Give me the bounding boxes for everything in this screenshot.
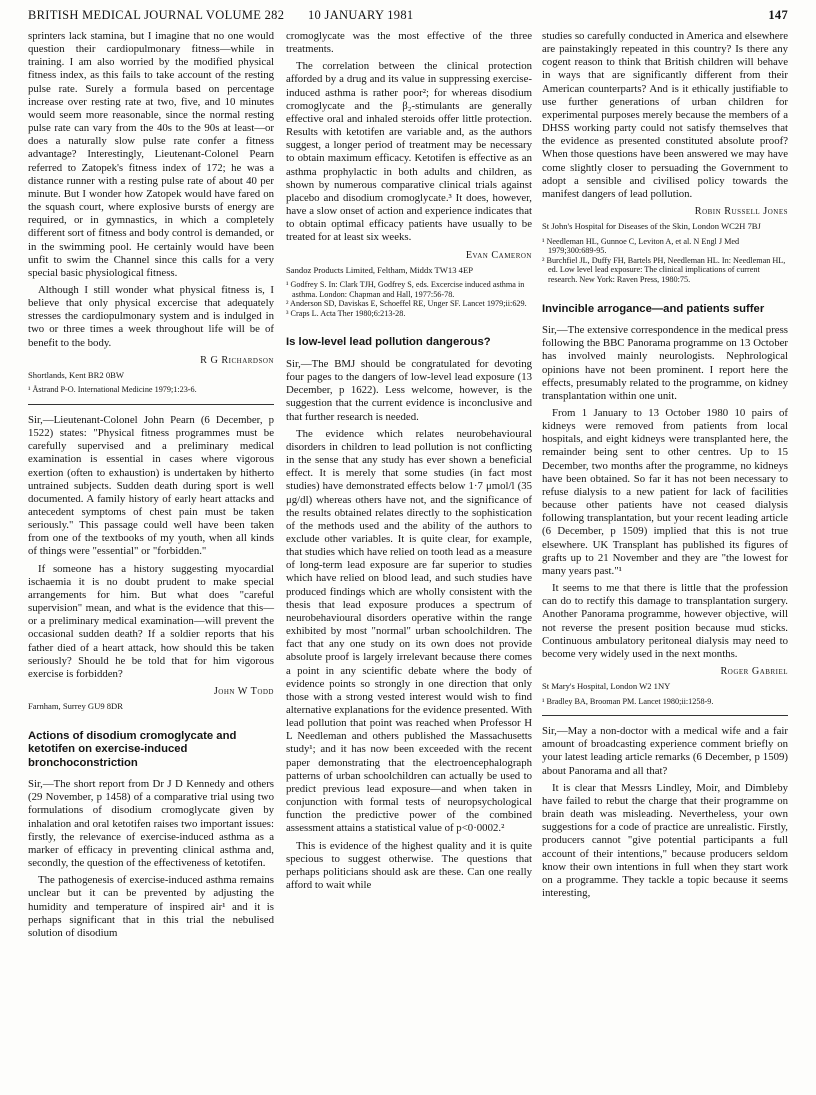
letter-heading: Is low-level lead pollution dangerous? (286, 336, 491, 349)
column-2 (286, 30, 532, 896)
author-address: St John's Hospital for Diseases of the Skin, London WC2H 7BJ (542, 221, 761, 232)
author-signature: John W Todd (213, 686, 274, 698)
letter-heading: Actions of disodium cromoglycate and ketotifen on exercise-induced bronchoconstriction (28, 729, 237, 769)
paragraph: It seems to me that there is little that the profession can do to rectify this damage to transplantation surgery. Another Panorama programme, however objective, will not reverse the present position because mud sticks. Continuous ambulatory peritoneal dialysis may need to become very widely used in the next months. (542, 582, 788, 660)
reference: ³ Craps L. Acta Ther 1980;6:213-28. (286, 308, 406, 318)
running-header (28, 8, 788, 28)
paragraph: Sir,—The short report from Dr J D Kennedy and others (29 November, p 1458) of a comparative trial using two formulations of disodium cromoglycate given by inhalation and oral ketotifen raises two important issues: firstly, the relevance of exercise-induced asthma as a marker of efficacy in preventing clinical asthma and, secondly, the question of the effectiveness of ketotifen. (28, 778, 274, 870)
paragraph: The pathogenesis of exercise-induced asthma remains unclear but it can be prevented by adjusting the humidity and temperature of inspired air¹ and it is perhaps significant that in this trial the nebulised solution of disodium (28, 874, 274, 939)
letter-heading: Invincible arrogance—and patients suffer (542, 302, 765, 315)
paragraph: cromoglycate was the most effective of the three treatments. (286, 30, 532, 56)
divider (542, 715, 788, 716)
reference: ² Anderson SD, Daviskas E, Schoeffel RE, Unger SF. Lancet 1979;ii:629. (286, 299, 527, 309)
paragraph: Although I still wonder what physical fitness is, I believe that only physical excercise that adequately stresses the cardiopulmonary system and is indulged in two or three times a week throughout life will be of benefit to the body. (28, 283, 274, 349)
column-1 (28, 30, 274, 944)
paragraph: studies so carefully conducted in America and elsewhere are painstakingly repeated in this country? Is there any cogent reason to think that British children will behave in ways that are significantly different from their American counterparts? And is it ethically justifiable to use further generations of urban children for experimental purposes merely because the members of a DHSS working party could not satisfy themselves that the evidence as presented constituted absolute proof? When those questions have been answered we may have come slightly closer to persuading the Government to adopt a sensible and civilised policy towards the manifest dangers of lead pollution. (542, 30, 788, 200)
paragraph: Sir,—May a non-doctor with a medical wife and a fair amount of broadcasting experience comment briefly on your latest leading article remarks (6 December, p 1509) about Panorama and all that? (542, 725, 788, 777)
column-3 (542, 30, 788, 904)
author-signature: Evan Cameron (465, 249, 532, 261)
author-signature: R G Richardson (200, 354, 274, 366)
reference-list (286, 280, 532, 318)
paragraph: The evidence which relates neurobehavioural disorders in children to lead pollution is not conflicting in the sense that any study has ever shown a beneficial effect. It is merely that some studies (in fact most studies) have demonstrated effects below 1·7 μmol/l (35 μg/dl) whereas others have not, and the significance of the results obtained relates directly to the sophistication of the methods used and the ability of the authors to exclude other variables. It is quite clear, for example, that studies which have relied on tooth lead as a measure of long-term lead exposure are far superior to studies which have relied on blood lead, and such studies have produced findings which are wholly consistent with the thesis that lead exposure produces a spectrum of neurobehavioural disorders operative within the range exhibited by most "normal" urban schoolchildren. The fact that any one study on its own does not provide absolute proof is largely irrelevant because there comes a point in any scientific debate where the body of evidence points so strongly in one direction that only those with a strong vested interest would wish to find alternative explanations for the evidence presented. With lead pollution that point was reached when Professor H L Needleman and others published the Massachusetts study¹; and it has now been exceeded with the recent paper demonstrating that the electroencephalograph patterns of urban schoolchildren can actually be used to predict previous lead exposure—and when taken in conjunction with formal tests of neuropsychological function the predictive power of the combined assessment attains a statistical value of p<0·0002.² (286, 427, 532, 835)
paragraph: sprinters lack stamina, but I imagine that no one would question their cardiopulmonary fitness—while in training. I am also worried by the modified physical fitness index, as this fails to take account of the resting pulse rate. Surely a formula based on percentage increase over resting rate at two, five, and 10 minutes would seem more reasonable, since the normal resting pulse rate can vary from the 40s to the 90s at least—or does a naturally slow pulse rate confer a fitness advantage? Interestingly, Lieutenant-Colonel Pearn referred to Zatopek's fitness index of 172; he was a distance runner with a resting pulse rate of about 40 per minute. But I wonder how Zatopek would have fared on the squash court, where explosive bursts of energy are required, or in gymnastics, in which a completely different sort of fitness and body control is demanded, or in the swimming pool. He certainly would have been unfit to swim the Channel since this calls for a very special basic physiological fitness. (28, 30, 274, 279)
divider (28, 404, 274, 405)
author-signature: Robin Russell Jones (694, 206, 788, 218)
paragraph: Sir,—The BMJ should be congratulated for devoting four pages to the dangers of low-level lead exposure (13 December, p 1622). Less welcome, however, is the suggestion that the current evidence is inconclusive and that further research is needed. (286, 357, 532, 423)
reference-list (28, 385, 274, 395)
reference-list (542, 697, 788, 707)
author-address: Farnham, Surrey GU9 8DR (28, 701, 123, 712)
paragraph: It is clear that Messrs Lindley, Moir, and Dimbleby have failed to rebut the charge that their programme on brain death was misleading. Nevertheless, your own suggestions for a code of practice are unrealistic. Firstly, producers cannot "give potential participants a full account of their intentions," because producers seldom know their own intentions in full when they start work on a programme. They tackle a topic because it seems interesting, (542, 781, 788, 899)
reference: ¹ Bradley BA, Brooman PM. Lancet 1980;ii:1258-9. (542, 696, 714, 706)
issue-date: 10 JANUARY 1981 (308, 8, 414, 22)
author-address: Shortlands, Kent BR2 0BW (28, 369, 124, 380)
paragraph: The correlation between the clinical protection afforded by a drug and its value in suppressing exercise-induced asthma is rather poor²; for whereas disodium cromoglycate and the β₂-stimulants are generally effective oral and inhaled steroids offer little protection. Results with ketotifen are variable and, as the authors suggest, a longer period of treatment may be necessary to obtain maximum efficacy. Ketotifen is effective as an asthma prophylactic in both adults and children, as shown by numerous comparative clinical trials against placebo and disodium cromoglycate.³ It does, however, have a slow onset of action and experience indicates that to obtain optimal efficacy patients have usually to be treated for at least six weeks. (286, 60, 532, 244)
reference-list (542, 237, 788, 285)
paragraph: If someone has a history suggesting myocardial ischaemia it is no doubt prudent to make special arrangements for him. But what does "careful supervision" mean, and what is the evidence that this—or a preliminary medical examination—will prevent the occasional sudden death? If a soldier reports that his father died of a heart attack, how should this be taken seriously? Should he be told that for him vigorous exercise is forbidden? (28, 562, 274, 680)
paragraph: From 1 January to 13 October 1980 10 pairs of kidneys were removed from patients from local hospitals, and eight kidneys were transplanted here, the remainder being sent to other centres. Up to 15 December, two months after the programme, no kidneys have been obtained. So far it has not been necessary to refuse dialysis to a new patient for lack of facilities because other patients have not ceased dialysis following transplantation, but your recent leading article (6 December, p 1509) implied that this is not true elsewhere. UK Transplant has published its figures of grafts up to 21 November and they are "the lowest for many years past."¹ (542, 407, 788, 577)
author-signature: Roger Gabriel (720, 665, 788, 677)
reference: ¹ Needleman HL, Gunnoe C, Leviton A, et al. N Engl J Med 1979;300:689-95. (542, 236, 740, 256)
author-address: St Mary's Hospital, London W2 1NY (542, 681, 671, 692)
paragraph: Sir,—Lieutenant-Colonel John Pearn (6 December, p 1522) states: "Physical fitness programmes must be carefully supervised and a preliminary medical examination is essential in cases where vigorous exertion (often to exhaustion) is undertaken by hitherto untrained subjects. Sudden death during sport is well documented. A family history of early heart attacks and antecedent symptoms of chest pain must be taken seriously." This passage could well have been taken from one of the textbooks of my youth, when all kinds of things were "essential" or "forbidden." (28, 413, 274, 558)
reference: ¹ Åstrand P-O. International Medicine 1979;1:23-6. (28, 385, 197, 395)
reference: ¹ Godfrey S. In: Clark TJH, Godfrey S, eds. Excercise induced asthma in asthma. London: Chapman and Hall, 1977:56-78. (286, 280, 525, 299)
page-number: 147 (768, 8, 788, 22)
journal-name: BRITISH MEDICAL JOURNAL VOLUME 282 (28, 8, 285, 22)
author-address: Sandoz Products Limited, Feltham, Middx TW13 4EP (286, 264, 473, 275)
reference: ² Burchfiel JL, Duffy FH, Bartels PH, Needleman HL. In: Needleman HL, ed. Low level lead exposure: The clinical implications of current research. New York: Raven Press, 1980:75. (542, 255, 786, 284)
paragraph: This is evidence of the highest quality and it is quite specious to suggest otherwise. The questions that perhaps politicians should ask are these. Can one really afford to wait while (286, 839, 532, 892)
paragraph: Sir,—The extensive correspondence in the medical press following the BBC Panorama programme on 13 October has involved mainly neurologists. Nephrological opinions have not been prominent. I report here the effects, presumably related to the programme, on kidney transplantation within one unit. (542, 324, 788, 402)
